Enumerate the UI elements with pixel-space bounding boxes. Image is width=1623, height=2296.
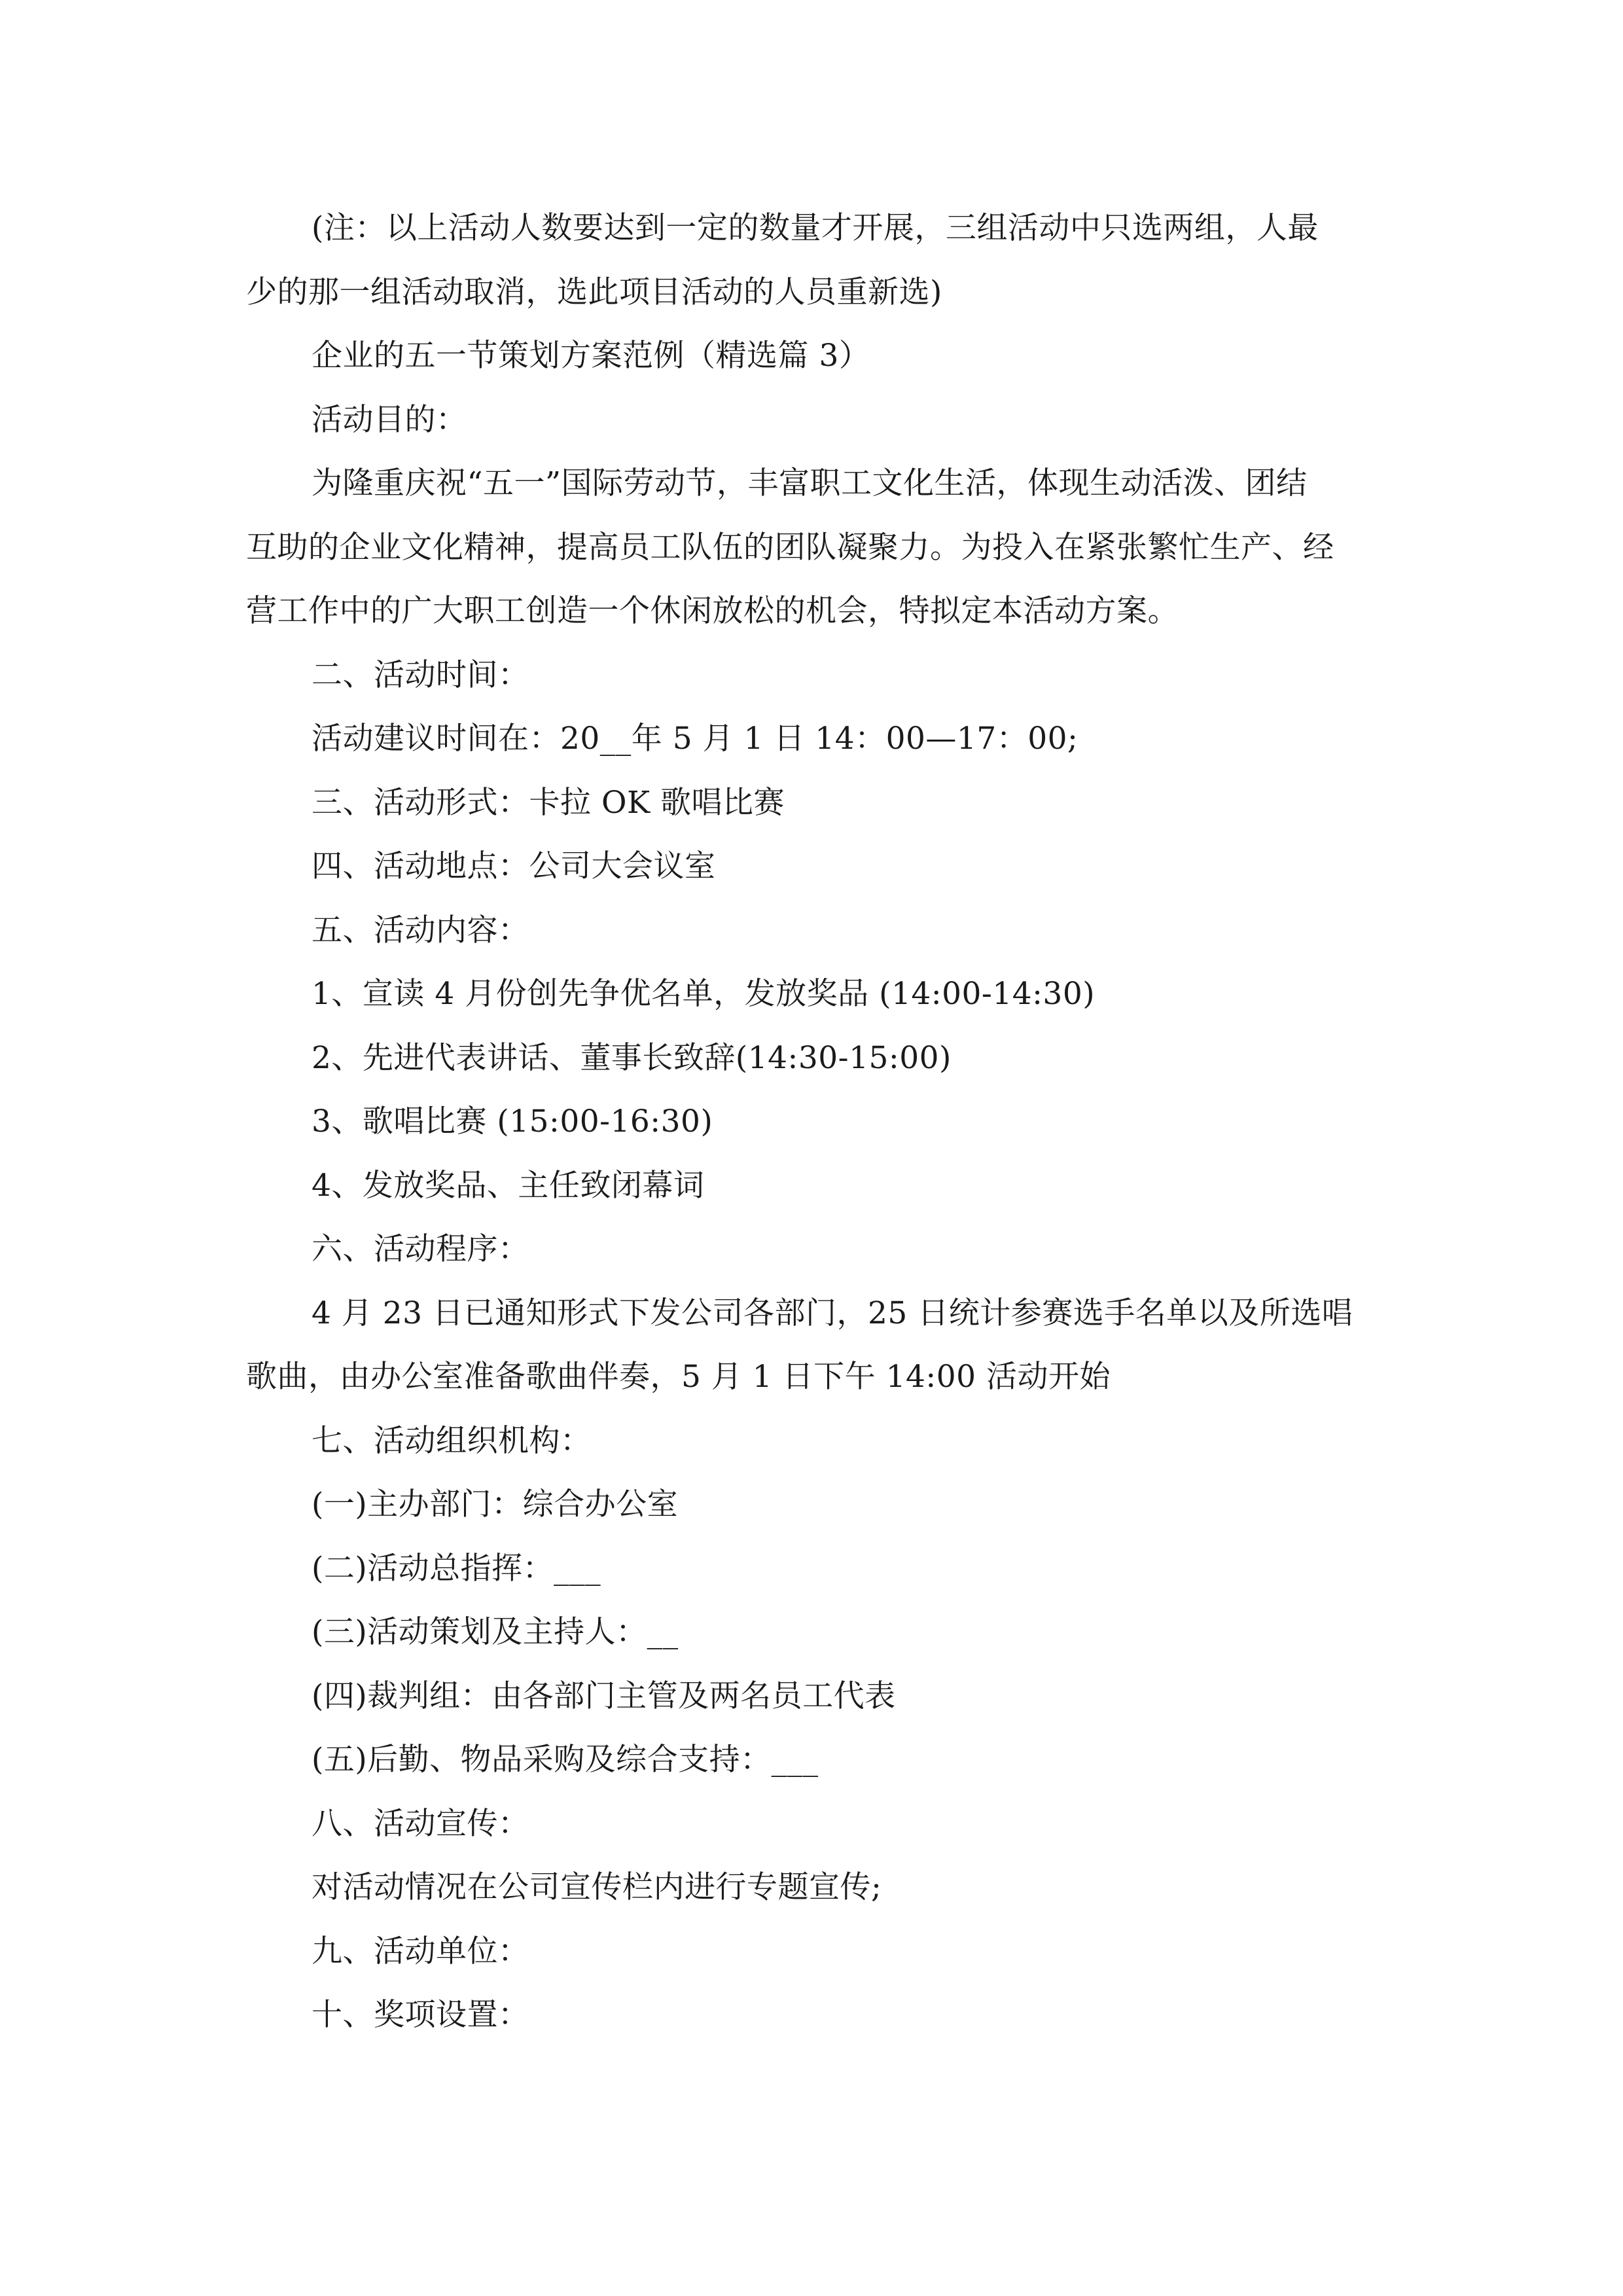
content-item-3: 3、歌唱比赛 (15:00-16:30): [312, 1103, 713, 1139]
location-heading: 四、活动地点：公司大会议室: [312, 848, 716, 884]
purpose-line-1: 为隆重庆祝“五一”国际劳动节，丰富职工文化生活，体现生动活泼、团结: [312, 465, 1308, 501]
organization-item-4: (四)裁判组：由各部门主管及两名员工代表: [312, 1677, 896, 1714]
publicity-heading: 八、活动宣传：: [312, 1805, 529, 1842]
procedure-line-1: 4 月 23 日已通知形式下发公司各部门，25 日统计参赛选手名单以及所选唱: [312, 1295, 1353, 1331]
awards-heading: 十、奖项设置：: [312, 1997, 529, 2033]
content-item-4: 4、发放奖品、主任致闭幕词: [312, 1167, 705, 1204]
organization-item-2: (二)活动总指挥：___: [312, 1550, 601, 1587]
purpose-line-3: 营工作中的广大职工创造一个休闲放松的机会，特拟定本活动方案。: [246, 593, 1179, 629]
procedure-line-2: 歌曲，由办公室准备歌曲伴奏，5 月 1 日下午 14:00 活动开始: [246, 1359, 1111, 1395]
content-heading: 五、活动内容：: [312, 912, 529, 948]
form-heading: 三、活动形式：卡拉 OK 歌唱比赛: [312, 784, 785, 821]
time-detail: 活动建议时间在：20__年 5 月 1 日 14：00—17：00;: [312, 721, 1079, 757]
procedure-heading: 六、活动程序：: [312, 1231, 529, 1267]
organization-heading: 七、活动组织机构：: [312, 1422, 592, 1459]
content-item-1: 1、宣读 4 月份创先争优名单，发放奖品 (14:00-14:30): [312, 976, 1096, 1012]
organization-item-5: (五)后勤、物品采购及综合支持：___: [312, 1742, 819, 1778]
note-line-1: (注：以上活动人数要达到一定的数量才开展，三组活动中只选两组，人最: [312, 210, 1319, 246]
purpose-line-2: 互助的企业文化精神，提高员工队伍的团队凝聚力。为投入在紧张繁忙生产、经: [246, 529, 1334, 565]
time-heading: 二、活动时间：: [312, 656, 529, 693]
organization-item-1: (一)主办部门：综合办公室: [312, 1486, 679, 1522]
note-line-2: 少的那一组活动取消，选此项目活动的人员重新选): [246, 274, 942, 310]
document-body: [246, 196, 1382, 2047]
content-item-2: 2、先进代表讲话、董事长致辞(14:30-15:00): [312, 1039, 952, 1076]
purpose-heading: 活动目的：: [312, 401, 467, 438]
section-title: 企业的五一节策划方案范例（精选篇 3）: [312, 338, 870, 374]
units-heading: 九、活动单位：: [312, 1933, 529, 1969]
organization-item-3: (三)活动策划及主持人：__: [312, 1614, 679, 1650]
publicity-detail: 对活动情况在公司宣传栏内进行专题宣传;: [312, 1869, 882, 1905]
